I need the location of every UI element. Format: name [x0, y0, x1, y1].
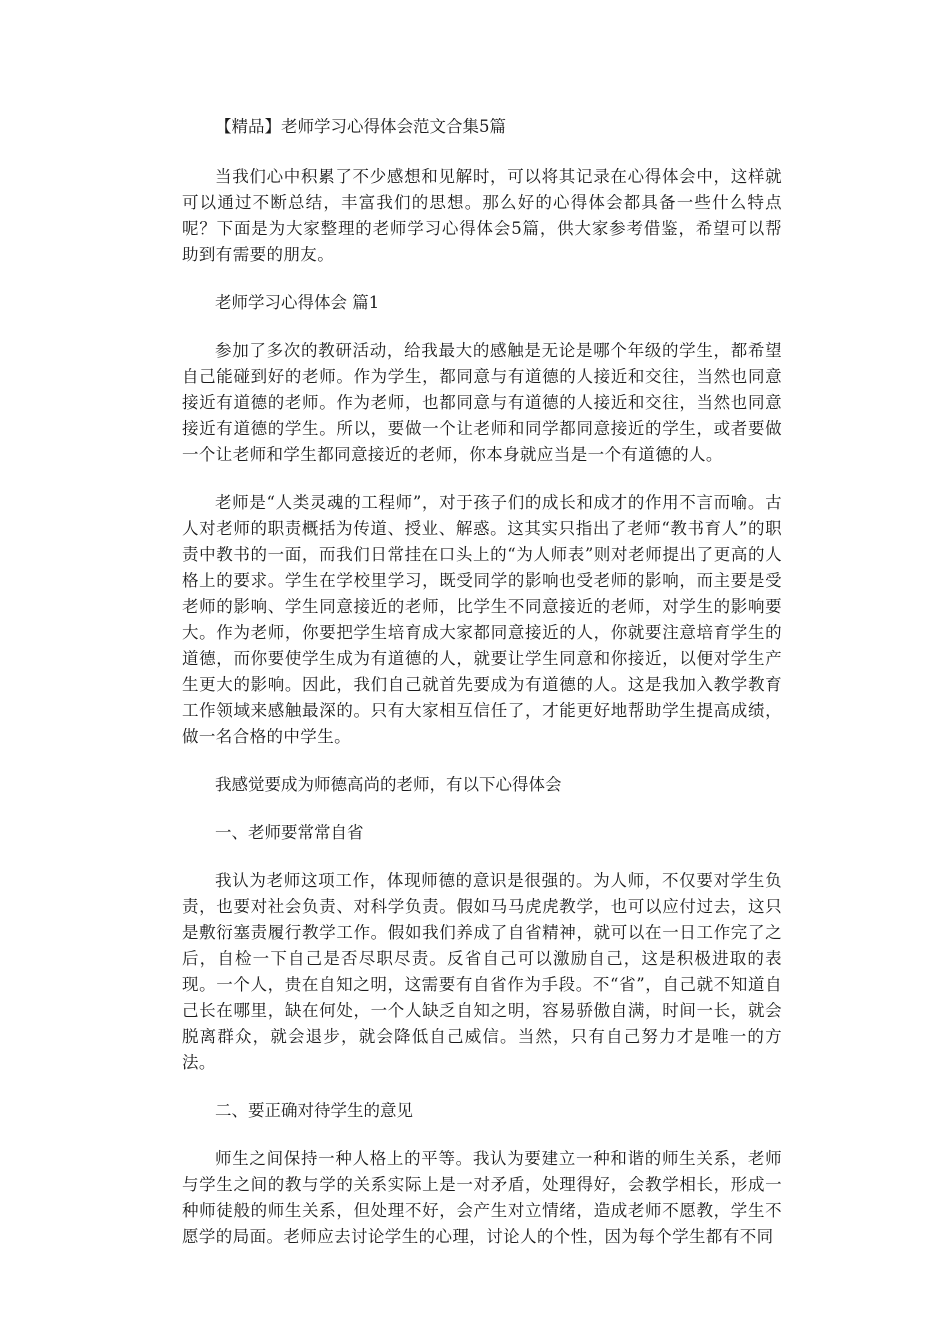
body-paragraph: 老师是“人类灵魂的工程师”，对于孩子们的成长和成才的作用不言而喻。古人对老师的职责概括为传道、授业、解惑。这其实只指出了老师“教书育人”的职责中教书的一面，而我们日常挂在口头上的“为人师表”则对老师提出了更高的人格上的要求。学生在学校里学习，既受同学的影响也受老师的影响，而主要是受老师的影响、学生同意接近的老师，比学生不同意接近的老师，对学生的影响要大。作为老师，你要把学生培育成大家都同意接近的人，你就要注意培育学生的道德，而你要使学生成为有道德的人，就要让学生同意和你接近，以便对学生产生更大的影响。因此，我们自己就首先要成为有道德的人。这是我加入教学教育工作领域来感触最深的。只有大家相互信任了，才能更好地帮助学生提高成绩，做一名合格的中学生。 [182, 493, 782, 746]
body-paragraph: 师生之间保持一种人格上的平等。我认为要建立一种和谐的师生关系，老师与学生之间的教与学的关系实际上是一对矛盾，处理得好，会教学相长，形成一种师徒般的师生关系，但处理不好，会产生对立情绪，造成老师不愿教，学生不愿学的局面。老师应去讨论学生的心理，讨论人的个性，因为每个学生都有不同 [182, 1149, 782, 1246]
document-title: 【精品】老师学习心得体会范文合集5篇 [215, 117, 506, 136]
document-page [182, 112, 782, 1272]
subheading-2: 二、要正确对待学生的意见 [215, 1101, 413, 1120]
body-paragraph: 我认为老师这项工作，体现师德的意识是很强的。为人师，不仅要对学生负责，也要对社会负责、对科学负责。假如马马虎虎教学，也可以应付过去，这只是敷衍塞责履行教学工作。假如我们养成了自省精神，就可以在一日工作完了之后，自检一下自己是否尽职尽责。反省自己可以激励自己，这是积极进取的表现。一个人，贵在自知之明，这需要有自省作为手段。不“省”，自己就不知道自己长在哪里，缺在何处，一个人缺乏自知之明，容易骄傲自满，时间一长，就会脱离群众，就会退步，就会降低自己威信。当然，只有自己努力才是唯一的方法。 [182, 871, 782, 1072]
subheading-1: 一、老师要常常自省 [215, 823, 364, 842]
body-lead-line: 我感觉要成为师德高尚的老师，有以下心得体会 [215, 775, 562, 794]
body-paragraph: 参加了多次的教研活动，给我最大的感触是无论是哪个年级的学生，都希望自己能碰到好的老师。作为学生，都同意与有道德的人接近和交往，当然也同意接近有道德的老师。作为老师，也都同意与有道德的人接近和交往，当然也同意接近有道德的学生。所以，要做一个让老师和同学都同意接近的学生，或者要做一个让老师和学生都同意接近的老师，你本身就应当是一个有道德的人。 [182, 341, 782, 464]
intro-paragraph: 当我们心中积累了不少感想和见解时，可以将其记录在心得体会中，这样就可以通过不断总结，丰富我们的思想。那么好的心得体会都具备一些什么特点呢？下面是为大家整理的老师学习心得体会5篇，供大家参考借鉴，希望可以帮助到有需要的朋友。 [182, 167, 782, 264]
section-heading-1: 老师学习心得体会 篇1 [215, 293, 380, 312]
